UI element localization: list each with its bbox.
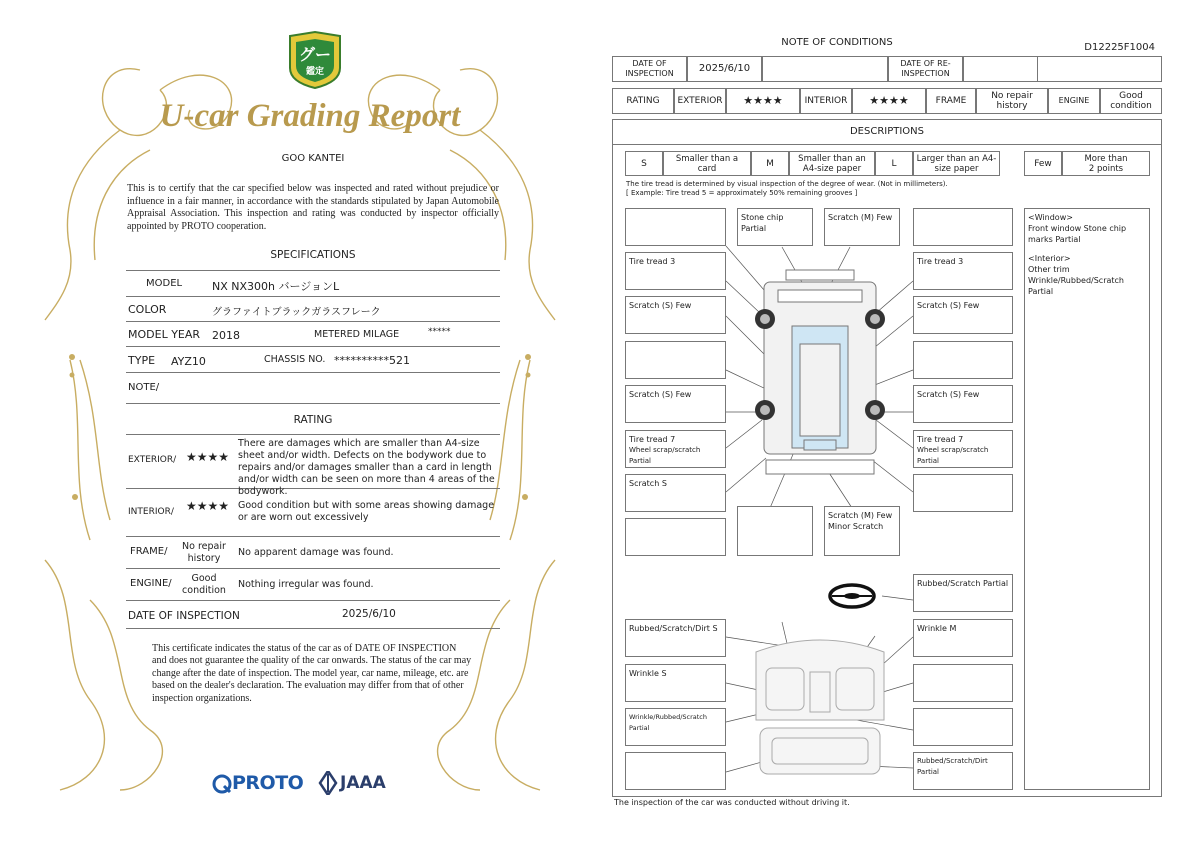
damage-box — [625, 474, 726, 512]
damage-box — [625, 664, 726, 702]
jaaa-logo-icon — [318, 771, 338, 795]
window-heading: <Window> — [1028, 213, 1073, 222]
inspection-date-value: 2025/6/10 — [687, 56, 762, 82]
damage-note: Scratch (M) Few — [828, 213, 893, 222]
damage-box — [625, 619, 726, 657]
damage-box — [913, 385, 1013, 423]
damage-box — [625, 430, 726, 468]
exterior-stars: ★★★★ — [726, 88, 800, 114]
engine-desc: Nothing irregular was found. — [238, 579, 374, 590]
mileage-label: METERED MILAGE — [314, 329, 400, 340]
interior-heading: <Interior> — [1028, 254, 1071, 263]
type-row — [126, 347, 500, 373]
model-year-row — [126, 322, 500, 347]
legend-text-few: More than 2 points — [1062, 151, 1150, 176]
jaaa-logo-text: JAAA — [340, 773, 386, 793]
certificate-title: U-car Grading Report — [159, 98, 461, 134]
goo-kantei-badge — [286, 30, 344, 90]
damage-note: Scratch (M) Few — [828, 511, 893, 520]
legend-text-s: Smaller than a card — [663, 151, 751, 176]
certificate-intro: This is to certify that the car specified below was inspected and rated without prejudice or influence in a fair manner, in accordance with the standards stipulated by Japan Automobile Appraisal Association. This inspection and rating was conducted by inspector officially appointed by PROTO cooperation. — [127, 183, 499, 232]
document-id: D12225F1004 — [1084, 42, 1155, 53]
model-year-label: MODEL YEAR — [128, 328, 201, 341]
damage-box — [913, 296, 1013, 334]
logo-row — [212, 771, 402, 797]
damage-box — [913, 430, 1013, 468]
rating-label: RATING — [612, 88, 674, 114]
reinspection-date-label: DATE OF RE-INSPECTION — [888, 56, 963, 82]
damage-note: Tire tread 3 — [629, 257, 676, 266]
engine-value: Good condition — [1100, 88, 1162, 114]
type-value: AYZ10 — [171, 355, 206, 368]
damage-box — [625, 518, 726, 556]
damage-box — [913, 574, 1013, 612]
note-of-conditions — [600, 0, 1200, 848]
spec-heading: SPECIFICATIONS — [270, 249, 356, 261]
damage-note: Scratch (S) Few — [629, 390, 692, 399]
model-label: MODEL — [146, 278, 183, 289]
notes-panel — [1024, 208, 1150, 790]
tire-note-2: [ Example: Tire tread 5 = approximately 50% remaining grooves ] — [626, 189, 858, 197]
exterior-label: EXTERIOR/ — [128, 455, 177, 465]
damage-box — [913, 341, 1013, 379]
certificate-footer: This certificate indicates the status of the car as of DATE OF INSPECTION and does not guarantee the quality of the car onwards. The status of the car may change after the date of inspection. The model year, car name, mileage, etc. are based on the dealer's declaration. The evaluation may differ from that of other inspection organizations. — [152, 643, 472, 704]
damage-note: Scratch (S) Few — [917, 301, 980, 310]
type-label: TYPE — [128, 354, 156, 367]
damage-box — [913, 708, 1013, 746]
legend-code-m: M — [751, 151, 789, 176]
damage-note: Rubbed/Scratch Partial — [917, 579, 1009, 588]
interior-text: Other trim Wrinkle/Rubbed/Scratch Partial — [1028, 265, 1124, 296]
badge-bottom-text: 鑑定 — [305, 67, 324, 77]
damage-note-detail: Minor Scratch — [828, 522, 884, 531]
rating-heading: RATING — [293, 414, 333, 426]
proto-logo-icon — [212, 774, 232, 794]
conditions-footer: The inspection of the car was conducted without driving it. — [614, 798, 850, 807]
window-text: Front window Stone chip marks Partial — [1028, 224, 1127, 244]
date-row — [126, 601, 500, 629]
model-row — [126, 271, 500, 297]
damage-box — [913, 752, 1013, 790]
damage-note: Scratch S — [629, 479, 667, 488]
damage-note: Tire tread 7 — [917, 435, 964, 444]
chassis-value: **********521 — [334, 354, 410, 367]
engine-row — [126, 569, 500, 601]
damage-note: Rubbed/Scratch/Dirt S — [629, 624, 718, 633]
color-value: グラファイトブラックガラスフレーク — [212, 307, 381, 318]
frame-value: No repair history — [976, 88, 1048, 114]
conditions-title: NOTE OF CONDITIONS — [781, 37, 893, 48]
damage-box — [824, 208, 900, 246]
frame-value: No repair history — [182, 541, 226, 564]
interior-stars: ★★★★ — [852, 88, 926, 114]
interior-desc: Good condition but with some areas showing damage or are worn out excessively — [238, 500, 495, 523]
model-value: NX NX300h バージョンL — [212, 280, 340, 293]
engine-label: ENGINE/ — [130, 578, 172, 589]
damage-box — [913, 619, 1013, 657]
exterior-stars: ★★★★ — [186, 450, 230, 464]
frame-label: FRAME — [926, 88, 976, 114]
note-label: NOTE/ — [128, 382, 160, 393]
exterior-label: EXTERIOR — [674, 88, 726, 114]
steering-wheel-icon — [830, 585, 874, 607]
damage-box — [625, 252, 726, 290]
note-row — [126, 373, 500, 404]
damage-box — [913, 208, 1013, 246]
damage-box — [625, 296, 726, 334]
damage-box — [824, 506, 900, 556]
damage-note: Rubbed/Scratch/Dirt Partial — [917, 757, 988, 776]
exterior-desc: There are damages which are smaller than A4-size sheet and/or width. Defects on the bodywork due to repairs and/or damages smaller than a card in length and/or width can be seen on more than 4 areas of the bodywork. — [238, 438, 495, 497]
descriptions-heading: DESCRIPTIONS — [612, 119, 1162, 145]
frame-label: FRAME/ — [130, 546, 168, 557]
damage-box — [625, 708, 726, 746]
damage-box — [625, 752, 726, 790]
date-value: 2025/6/10 — [342, 608, 396, 620]
certificate-subtitle: GOO KANTEI — [281, 153, 345, 164]
damage-note: Scratch (S) Few — [629, 301, 692, 310]
interior-label: INTERIOR/ — [128, 507, 174, 517]
badge-top-text: グー — [298, 45, 331, 64]
legend-text-m: Smaller than an A4-size paper — [789, 151, 875, 176]
color-row — [126, 297, 500, 322]
tire-note-1: The tire tread is determined by visual inspection of the degree of wear. (Not in millimeters). — [626, 180, 948, 188]
damage-box — [913, 252, 1013, 290]
proto-logo-text: PROTO — [232, 772, 304, 794]
damage-box — [625, 385, 726, 423]
damage-note-detail: Wheel scrap/scratch Partial — [629, 446, 701, 465]
damage-box — [913, 664, 1013, 702]
damage-box — [625, 341, 726, 379]
legend-code-few: Few — [1024, 151, 1062, 176]
chassis-label: CHASSIS NO. — [264, 354, 326, 365]
damage-note: Tire tread 3 — [917, 257, 964, 266]
damage-note: Wrinkle/Rubbed/Scratch Partial — [629, 713, 707, 732]
legend-code-s: S — [625, 151, 663, 176]
damage-box — [913, 474, 1013, 512]
color-label: COLOR — [128, 303, 167, 316]
date-label: DATE OF INSPECTION — [128, 610, 240, 622]
interior-label: INTERIOR — [800, 88, 852, 114]
damage-note: Wrinkle S — [629, 669, 667, 678]
frame-desc: No apparent damage was found. — [238, 547, 394, 558]
damage-box — [737, 506, 813, 556]
legend-text-l: Larger than an A4-size paper — [913, 151, 1000, 176]
damage-note: Scratch (S) Few — [917, 390, 980, 399]
damage-box — [737, 208, 813, 246]
engine-value: Good condition — [182, 573, 226, 596]
mileage-value: ***** — [428, 327, 451, 337]
model-year-value: 2018 — [212, 329, 240, 342]
exterior-row — [126, 435, 500, 497]
interior-row — [126, 489, 500, 537]
inspection-date-label: DATE OF INSPECTION — [612, 56, 687, 82]
frame-row — [126, 537, 500, 569]
damage-note: Stone chip Partial — [741, 213, 784, 233]
damage-note-detail: Wheel scrap/scratch Partial — [917, 446, 989, 465]
damage-box — [625, 208, 726, 246]
engine-label: ENGINE — [1048, 88, 1100, 114]
interior-stars: ★★★★ — [186, 499, 230, 513]
damage-note: Wrinkle M — [917, 624, 957, 633]
legend-code-l: L — [875, 151, 913, 176]
damage-note: Tire tread 7 — [629, 435, 676, 444]
